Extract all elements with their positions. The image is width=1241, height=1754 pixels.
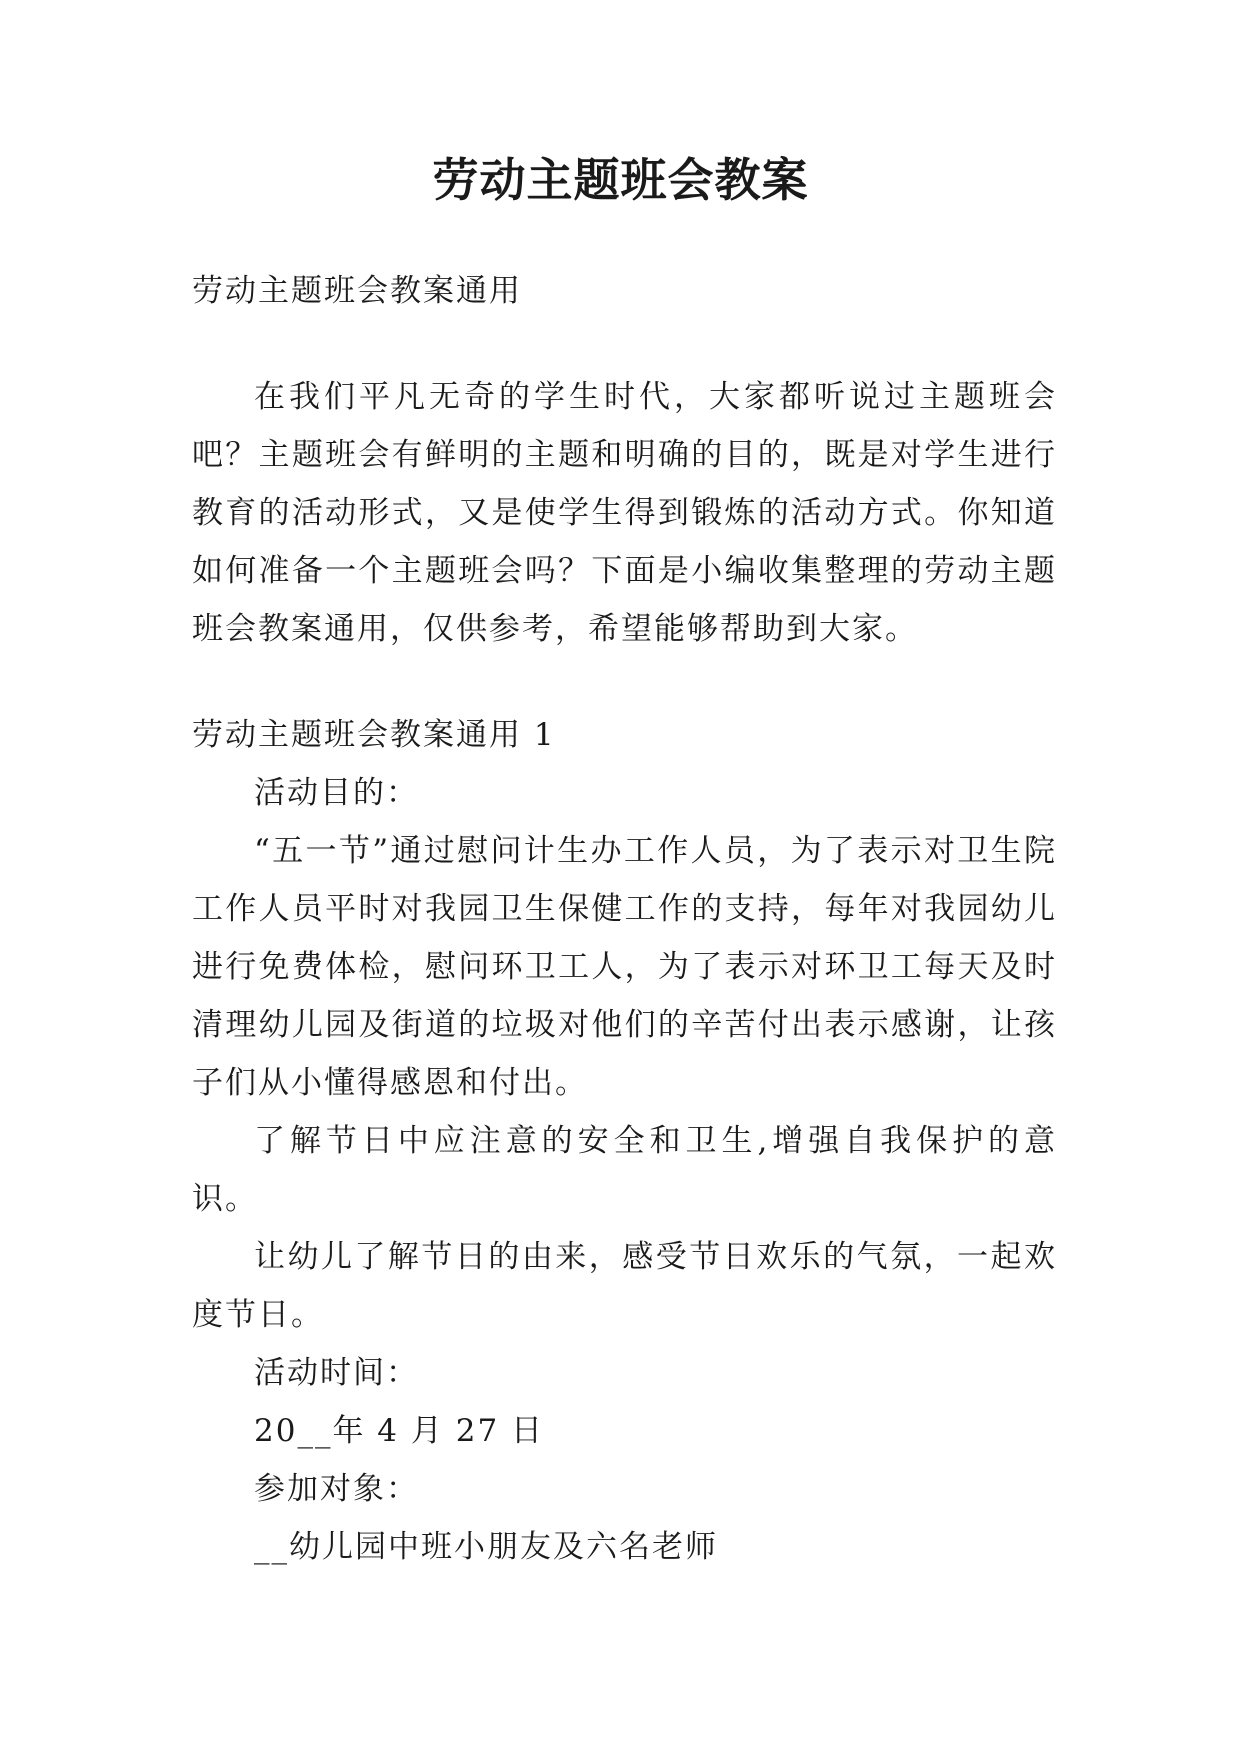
participants-label: 参加对象： (254, 1471, 419, 1507)
document-subtitle: 劳动主题班会教案通用 (192, 273, 522, 309)
activity-date: 20__年 4 月 27 日 (254, 1413, 545, 1449)
document-body (192, 262, 1057, 1576)
section-heading: 劳动主题班会教案通用 1 (192, 717, 556, 753)
document-title: 劳动主题班会教案 (432, 153, 809, 207)
activity-time-label: 活动时间： (254, 1355, 419, 1391)
activity-purpose-label: 活动目的： (254, 775, 419, 811)
purpose-paragraph-1: “五一节”通过慰问计生办工作人员，为了表示对卫生院工作人员平时对我园卫生保健工作的支持，每年对我园幼儿进行免费体检，慰问环卫工人，为了表示对环卫工每天及时清理幼儿园及街道的垃圾对他们的辛苦付出表示感谢，让孩子们从小懂得感恩和付出。 (192, 833, 1057, 1101)
intro-paragraph: 在我们平凡无奇的学生时代，大家都听说过主题班会吧？主题班会有鲜明的主题和明确的目的，既是对学生进行教育的活动形式，又是使学生得到锻炼的活动方式。你知道如何准备一个主题班会吗？下面是小编收集整理的劳动主题班会教案通用，仅供参考，希望能够帮助到大家。 (192, 379, 1057, 647)
purpose-paragraph-3: 让幼儿了解节日的由来，感受节日欢乐的气氛，一起欢度节日。 (192, 1239, 1057, 1333)
participants-value: __幼儿园中班小朋友及六名老师 (254, 1529, 718, 1565)
purpose-paragraph-2: 了解节日中应注意的安全和卫生,增强自我保护的意识。 (192, 1123, 1057, 1217)
